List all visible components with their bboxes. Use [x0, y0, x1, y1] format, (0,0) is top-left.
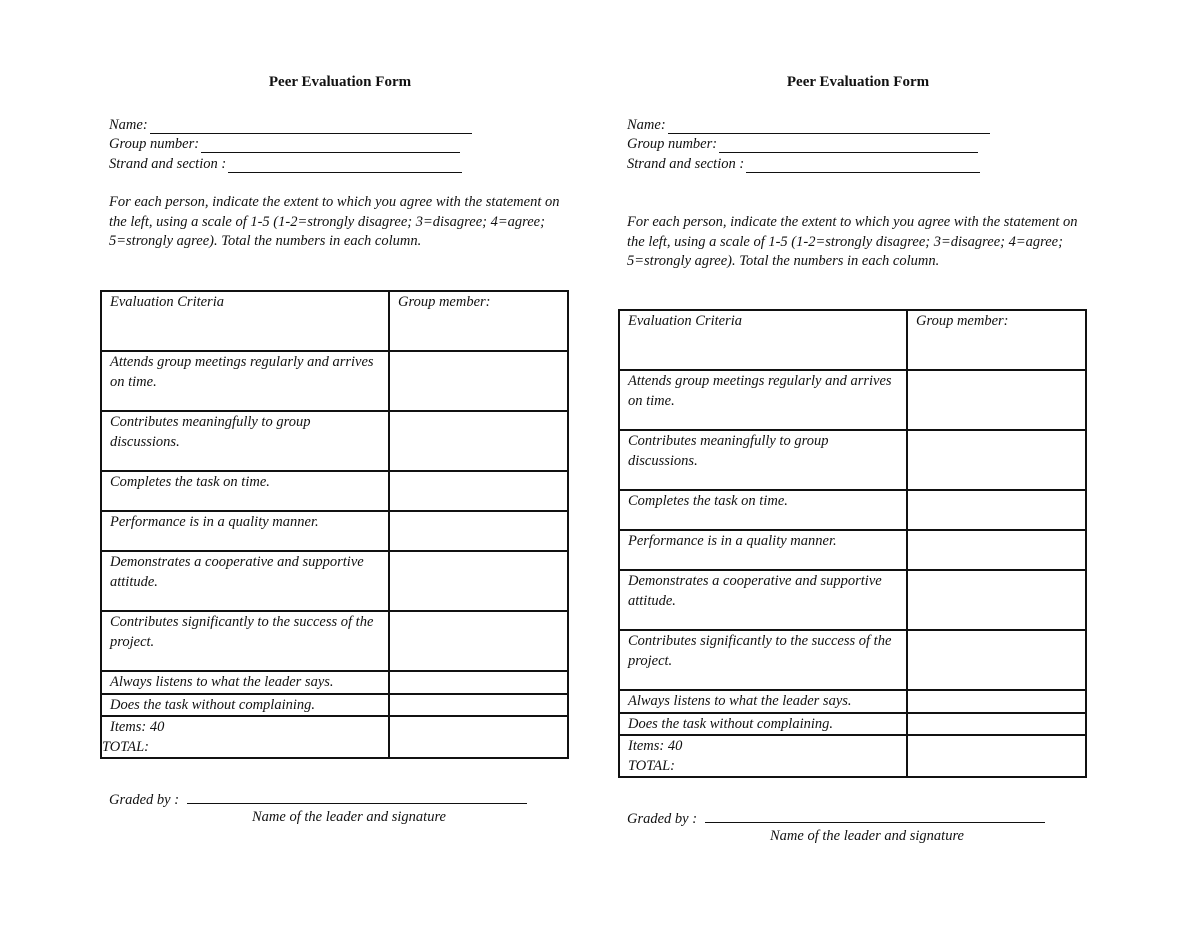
- evaluation-table: [100, 290, 569, 759]
- criterion-label: Contributes meaningfully to group discussions.: [101, 411, 389, 471]
- table-header-row: [619, 310, 1086, 370]
- graded-by-field[interactable]: [627, 808, 1045, 828]
- strand-section-label: Strand and section :: [109, 155, 227, 172]
- score-cell[interactable]: [389, 511, 568, 551]
- criterion-label: Attends group meetings regularly and arrives on time.: [101, 351, 389, 411]
- criteria-header: Evaluation Criteria: [619, 310, 907, 370]
- strand-section-field[interactable]: [109, 153, 472, 173]
- student-info-fields: [627, 114, 990, 173]
- evaluation-table: [618, 309, 1087, 778]
- table-row: [619, 713, 1086, 736]
- graded-by-blank-line[interactable]: [705, 808, 1045, 823]
- score-cell[interactable]: [907, 713, 1086, 736]
- instructions-text: For each person, indicate the extent to which you agree with the statement on the left, using a scale of 1-5 (1-2=strongly disagree; 3=disagree; 4=agree; 5=strongly agree). Total the numbers in each column.: [109, 194, 560, 250]
- group-member-header[interactable]: Group member:: [907, 310, 1086, 370]
- score-cell[interactable]: [907, 690, 1086, 713]
- table-row: [101, 671, 568, 694]
- items-label: Items: 40: [110, 719, 165, 735]
- criterion-label: Contributes significantly to the success of the project.: [101, 611, 389, 671]
- strand-section-blank-line[interactable]: [228, 158, 462, 173]
- group-number-blank-line[interactable]: [201, 138, 460, 153]
- criterion-label: Contributes significantly to the success of the project.: [619, 630, 907, 690]
- table-row: [619, 570, 1086, 630]
- criterion-label: Performance is in a quality manner.: [619, 530, 907, 570]
- score-cell[interactable]: [389, 551, 568, 611]
- score-cell[interactable]: [907, 370, 1086, 430]
- name-label: Name:: [627, 116, 666, 133]
- total-score-cell[interactable]: [907, 735, 1086, 777]
- criterion-label: Demonstrates a cooperative and supportive attitude.: [619, 570, 907, 630]
- score-cell[interactable]: [389, 694, 568, 717]
- graded-by-field[interactable]: [109, 789, 527, 809]
- signature-caption: Name of the leader and signature: [252, 809, 446, 825]
- name-blank-line[interactable]: [150, 119, 472, 134]
- criterion-label: Does the task without complaining.: [619, 713, 907, 736]
- items-label: Items: 40: [628, 738, 683, 754]
- strand-section-field[interactable]: [627, 153, 990, 173]
- group-member-header[interactable]: Group member:: [389, 291, 568, 351]
- strand-section-label: Strand and section :: [627, 155, 745, 172]
- group-number-label: Group number:: [627, 136, 718, 152]
- total-row: [619, 735, 1086, 777]
- signature-caption: Name of the leader and signature: [770, 828, 964, 844]
- table-row: [101, 611, 568, 671]
- name-label: Name:: [109, 116, 148, 133]
- criterion-label: Completes the task on time.: [101, 471, 389, 511]
- table-row: [101, 694, 568, 717]
- score-cell[interactable]: [907, 630, 1086, 690]
- score-cell[interactable]: [389, 671, 568, 694]
- graded-by-label: Graded by :: [109, 792, 183, 808]
- table-row: [619, 490, 1086, 530]
- graded-by-blank-line[interactable]: [187, 789, 527, 804]
- criterion-label: Demonstrates a cooperative and supportive attitude.: [101, 551, 389, 611]
- group-number-label: Group number:: [109, 136, 200, 152]
- table-row: [619, 430, 1086, 490]
- criterion-label: Completes the task on time.: [619, 490, 907, 530]
- instructions-text: For each person, indicate the extent to which you agree with the statement on the left, using a scale of 1-5 (1-2=strongly disagree; 3=disagree; 4=agree; 5=strongly agree). Total the numbers in each column.: [627, 214, 1078, 270]
- group-number-blank-line[interactable]: [719, 138, 978, 153]
- table-row: [619, 690, 1086, 713]
- criterion-label: Does the task without complaining.: [101, 694, 389, 717]
- group-number-field[interactable]: [109, 134, 472, 154]
- table-row: [101, 351, 568, 411]
- items-total-label: [101, 716, 389, 758]
- criterion-label: Contributes meaningfully to group discussions.: [619, 430, 907, 490]
- criterion-label: Always listens to what the leader says.: [101, 671, 389, 694]
- score-cell[interactable]: [389, 411, 568, 471]
- student-info-fields: [109, 114, 472, 173]
- graded-by-label: Graded by :: [627, 811, 701, 827]
- total-label: TOTAL:: [102, 738, 150, 755]
- criterion-label: Attends group meetings regularly and arrives on time.: [619, 370, 907, 430]
- score-cell[interactable]: [389, 611, 568, 671]
- total-row: [101, 716, 568, 758]
- table-row: [619, 630, 1086, 690]
- strand-section-blank-line[interactable]: [746, 158, 980, 173]
- name-field[interactable]: [627, 114, 990, 134]
- form-title: Peer Evaluation Form: [786, 74, 930, 90]
- table-row: [101, 551, 568, 611]
- table-row: [101, 471, 568, 511]
- criterion-label: Performance is in a quality manner.: [101, 511, 389, 551]
- score-cell[interactable]: [907, 530, 1086, 570]
- table-row: [101, 411, 568, 471]
- criterion-label: Always listens to what the leader says.: [619, 690, 907, 713]
- score-cell[interactable]: [907, 490, 1086, 530]
- items-total-label: [619, 735, 907, 777]
- table-row: [101, 511, 568, 551]
- name-field[interactable]: [109, 114, 472, 134]
- score-cell[interactable]: [389, 471, 568, 511]
- total-label: TOTAL:: [628, 757, 676, 774]
- score-cell[interactable]: [907, 430, 1086, 490]
- form-title: Peer Evaluation Form: [268, 74, 412, 90]
- criteria-header: Evaluation Criteria: [101, 291, 389, 351]
- table-row: [619, 370, 1086, 430]
- table-row: [619, 530, 1086, 570]
- score-cell[interactable]: [389, 351, 568, 411]
- group-number-field[interactable]: [627, 134, 990, 154]
- table-header-row: [101, 291, 568, 351]
- total-score-cell[interactable]: [389, 716, 568, 758]
- name-blank-line[interactable]: [668, 119, 990, 134]
- score-cell[interactable]: [907, 570, 1086, 630]
